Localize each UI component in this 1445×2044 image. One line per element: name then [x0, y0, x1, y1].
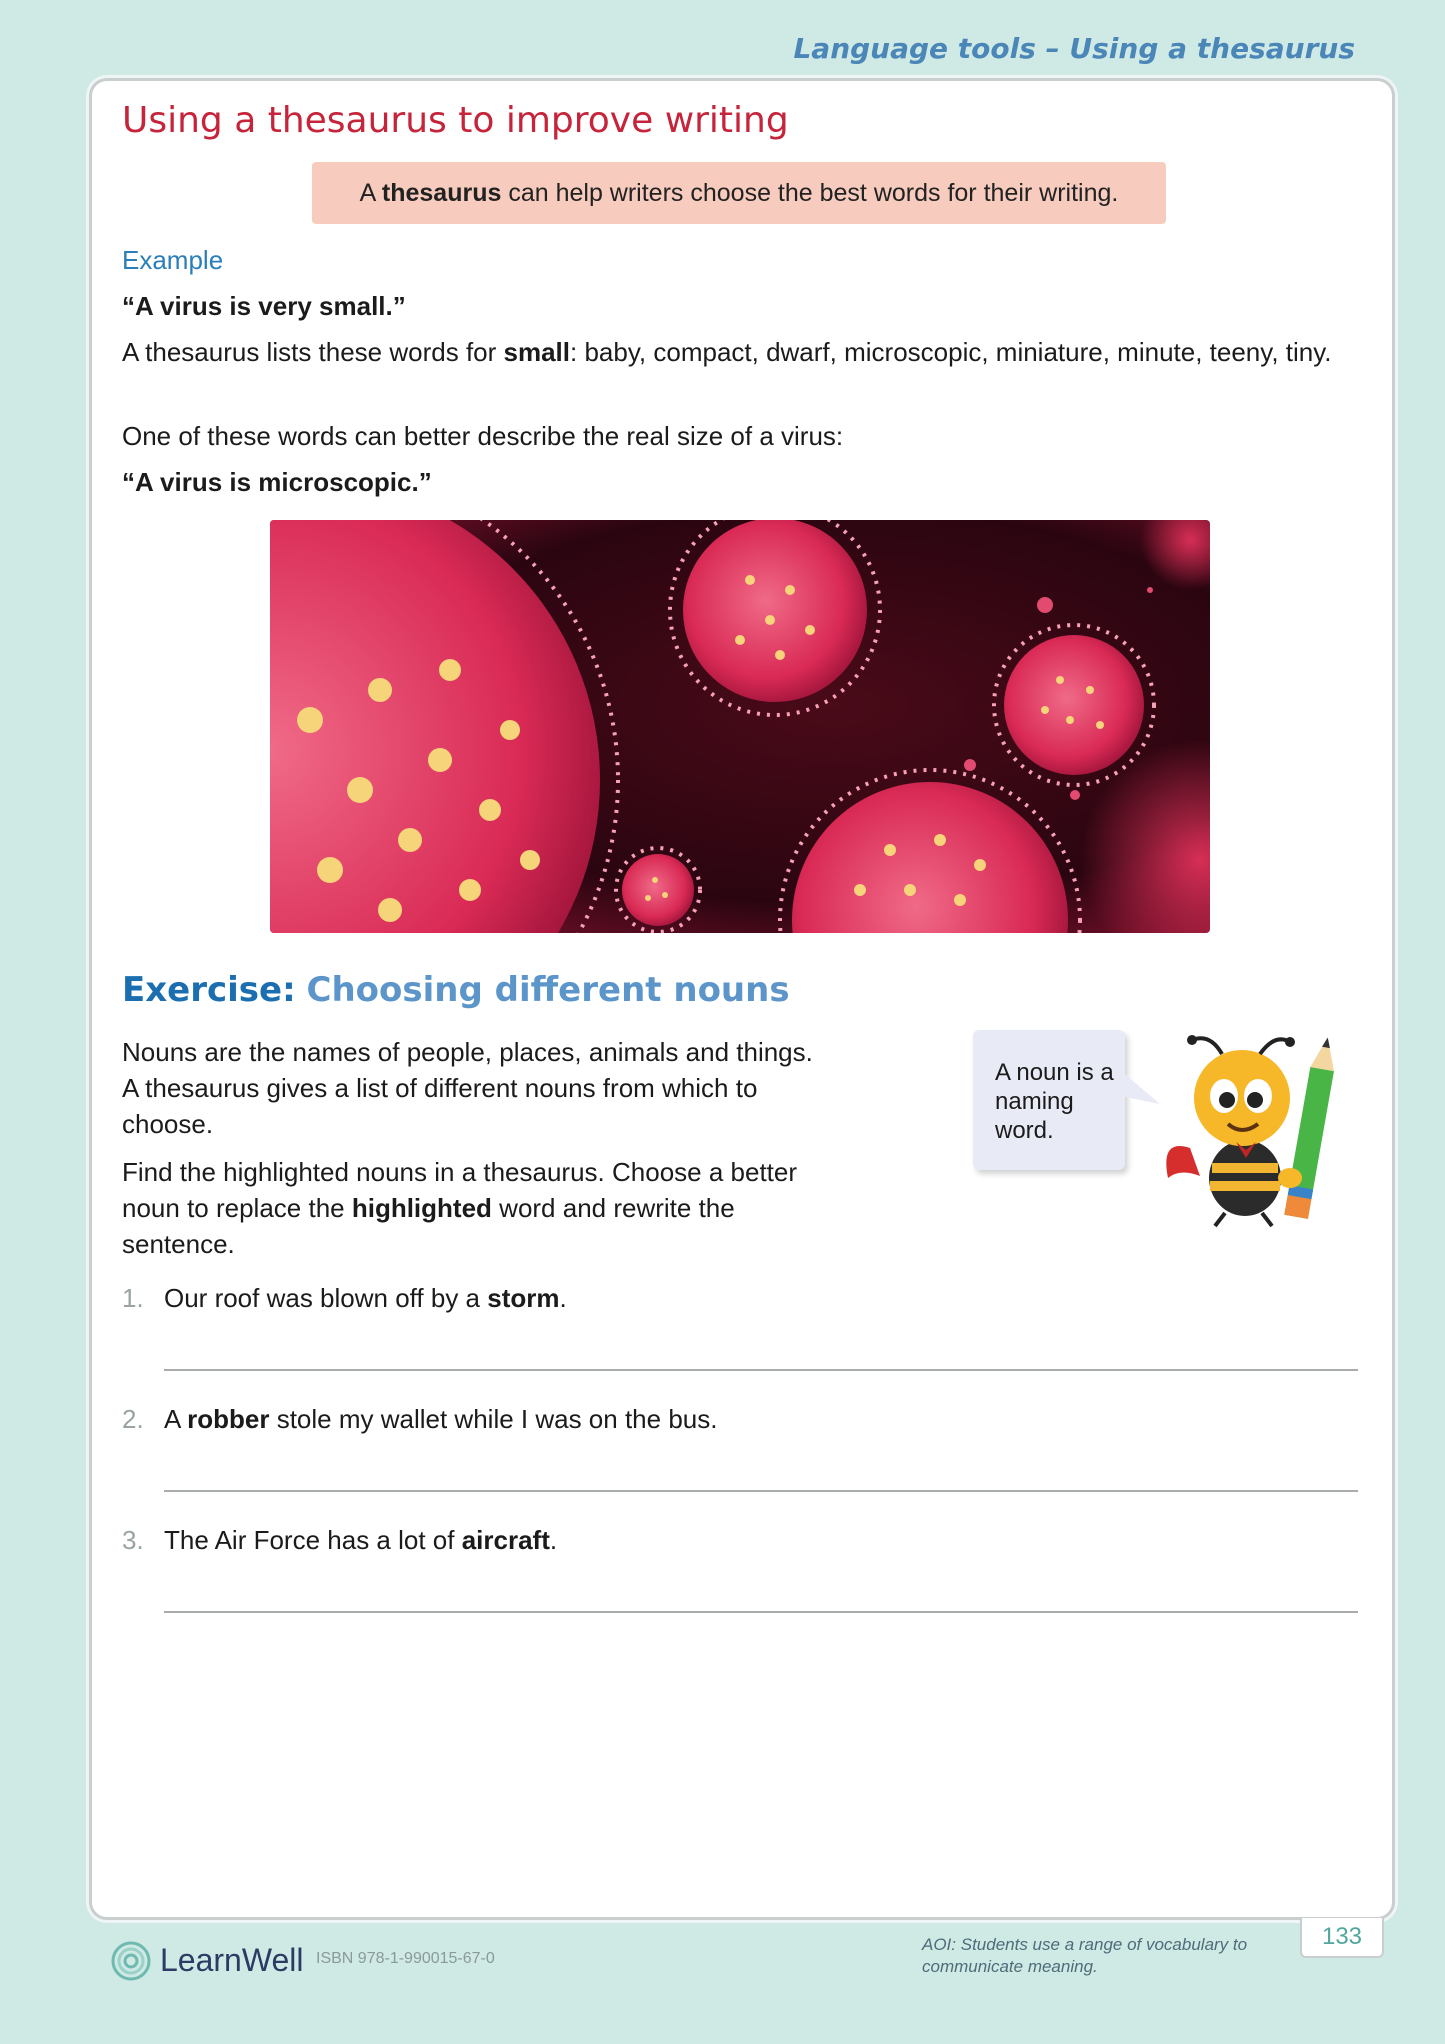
isbn: ISBN 978-1-990015-67-0	[316, 1950, 495, 1967]
definition-pre: A	[359, 178, 382, 207]
definition-post: can help writers choose the best words for their writing.	[501, 178, 1119, 207]
question-3-number: 3.	[122, 1525, 144, 1555]
bee-mascot-icon	[1150, 1028, 1350, 1228]
question-3-end: .	[549, 1525, 558, 1555]
instruction-term: highlighted	[351, 1193, 492, 1223]
question-1-number: 1.	[122, 1283, 144, 1313]
answer-line-1[interactable]	[164, 1369, 1358, 1371]
speech-bubble-text: A noun is a naming word.	[995, 1059, 1114, 1144]
exercise-instruction	[122, 1154, 822, 1262]
definition-box	[312, 162, 1166, 224]
instruction-post: word and rewrite the sentence.	[122, 1193, 735, 1259]
better-word-line: One of these words can better describe the real size of a virus:	[122, 421, 844, 451]
learnwell-logo-icon	[110, 1940, 152, 1982]
exercise-heading	[122, 970, 790, 1010]
question-2-text: A	[164, 1404, 188, 1434]
thesaurus-line	[122, 334, 1362, 370]
exercise-label: Exercise:	[122, 970, 296, 1010]
question-3-text: The Air Force has a lot of	[164, 1525, 462, 1555]
question-1-text: Our roof was blown off by a	[164, 1283, 488, 1313]
question-2	[164, 1404, 717, 1435]
thesaurus-line-pre: A thesaurus lists these words for	[122, 337, 504, 367]
thesaurus-line-term: small	[503, 337, 571, 367]
exercise-intro: Nouns are the names of people, places, animals and things. A thesaurus gives a list of different nouns from which to choose.	[122, 1037, 813, 1139]
exercise-title: Choosing different nouns	[306, 970, 790, 1010]
thesaurus-line-post: : baby, compact, dwarf, microscopic, miniature, minute, teeny, tiny.	[570, 337, 1332, 367]
question-2-number: 2.	[122, 1404, 144, 1434]
question-2-end: stole my wallet while I was on the bus.	[269, 1404, 718, 1434]
example-sentence-1: “A virus is very small.”	[122, 291, 406, 321]
speech-bubble	[973, 1030, 1125, 1170]
answer-line-3[interactable]	[164, 1611, 1358, 1613]
question-3	[164, 1525, 557, 1556]
question-3-noun: aircraft	[461, 1525, 550, 1555]
definition-term: thesaurus	[381, 178, 502, 207]
brand-name: LearnWell	[160, 1942, 304, 1978]
question-1-end: .	[559, 1283, 567, 1313]
question-1	[164, 1283, 567, 1314]
running-head: Language tools – Using a thesaurus	[793, 32, 1355, 65]
question-1-noun: storm	[487, 1283, 560, 1313]
instruction-pre: Find the highlighted nouns in a thesaurus. Choose a better noun to replace the	[122, 1157, 798, 1223]
example-label: Example	[122, 245, 224, 275]
page-title: Using a thesaurus to improve writing	[122, 100, 789, 141]
page-number: 133	[1300, 1918, 1384, 1958]
answer-line-2[interactable]	[164, 1490, 1358, 1492]
virus-image	[270, 520, 1210, 933]
aoi-note: AOI: Students use a range of vocabulary to communicate meaning.	[922, 1935, 1248, 1976]
question-2-noun: robber	[187, 1404, 270, 1434]
example-sentence-2: “A virus is microscopic.”	[122, 467, 432, 497]
